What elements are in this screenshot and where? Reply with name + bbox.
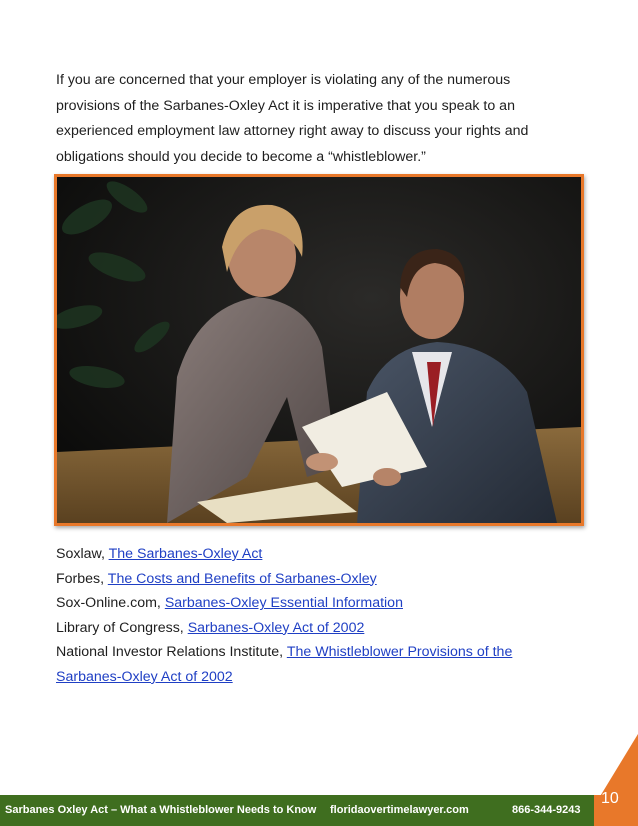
source-publisher: Soxlaw, [56, 546, 109, 562]
footer-phone: 866-344-9243 [512, 804, 581, 816]
source-library-of-congress [56, 616, 576, 641]
source-link[interactable]: Sarbanes-Oxley Essential Information [164, 595, 403, 612]
paragraph-line: experienced employment law attorney right away to discuss your rights and [56, 123, 529, 139]
footer-website: floridaovertimelawyer.com [330, 804, 469, 816]
source-publisher: Sox-Online.com, [56, 595, 165, 612]
source-soxlaw [56, 542, 576, 567]
intro-paragraph [56, 68, 556, 170]
paragraph-line: provisions of the Sarbanes-Oxley Act it is imperative that you speak to an [56, 97, 515, 114]
footer-title: Sarbanes Oxley Act – What a Whistleblower Needs to Know [5, 804, 317, 816]
source-link[interactable]: Sarbanes-Oxley Act of 2002 [56, 668, 233, 685]
paragraph-line: If you are concerned that your employer is violating any of the numerous [56, 72, 511, 88]
footer-bar [0, 795, 594, 826]
source-link[interactable]: The Whistleblower Provisions of the [286, 644, 513, 661]
source-niri-continued [56, 665, 576, 690]
source-link[interactable]: The Costs and Benefits of Sarbanes-Oxley [107, 570, 377, 587]
source-publisher: National Investor Relations Institute, [56, 644, 287, 661]
source-publisher: Library of Congress, [56, 619, 188, 636]
paragraph-line: obligations should you decide to become a “whistleblower.” [56, 148, 426, 165]
source-publisher: Forbes, [56, 570, 108, 587]
source-link[interactable]: Sarbanes-Oxley Act of 2002 [187, 619, 365, 636]
source-link[interactable]: The Sarbanes-Oxley Act [108, 546, 263, 562]
photo-illustration [57, 177, 581, 523]
source-forbes [56, 567, 576, 592]
office-meeting-photo [54, 174, 584, 526]
source-niri [56, 640, 576, 665]
page-number: 10 [601, 790, 619, 807]
sources-list [56, 542, 576, 690]
source-sox-online [56, 591, 576, 616]
